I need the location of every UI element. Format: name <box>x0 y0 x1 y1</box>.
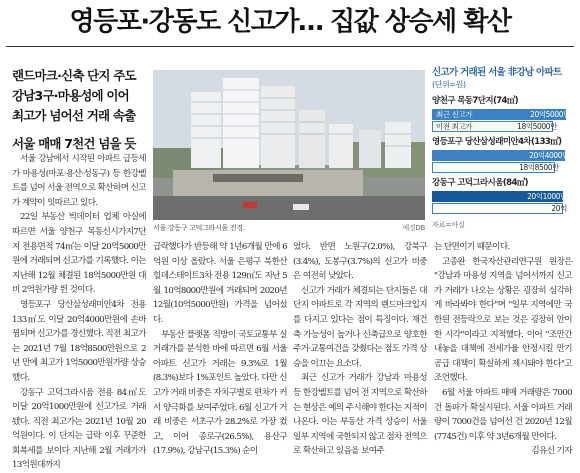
infobox-bar-row <box>432 150 574 161</box>
paragraph: 6월 서울 아파트 매매 거래량은 7000건 돌파가 확실시된다. 서울 아파트 거래량이 7000건을 넘어선 건 2020년 12월(7745건) 이후 약 3년6개월 만이다. <box>434 386 572 444</box>
infobox-bar-row <box>432 203 574 214</box>
apartment-photo <box>153 70 425 220</box>
infobox-item-name: 영등포구 당산삼성래미안4차(133㎡) <box>432 136 574 149</box>
subheads <box>12 66 144 154</box>
infobox-bar-row <box>432 191 574 202</box>
paragraph: 었다. 반면 노원구(2.0%), 강북구(3.4%), 도봉구(3.7%)의 신고가 비중은 여전히 낮았다. <box>293 240 427 284</box>
infobox-bar-label: 최근 신고가 <box>436 109 472 120</box>
infobox-bar-value: 18억8500만 <box>519 162 559 173</box>
paragraph: 22일 부동산 빅데이터 업체 아실에 따르면 서울 양천구 목동신시가지7단지 전용면적 74㎡는 이달 20억5000만원에 거래되며 신고가를 기록했다. 이는 지난해 12월 체결된 18억5000만원 대비 2억원가량 뛴 것이다. <box>12 210 146 298</box>
infobox-bar-value: 20억1000만 <box>527 191 567 202</box>
body-column-4 <box>434 240 572 434</box>
infobox-bar-row <box>432 162 574 173</box>
infobox-bar-value: 18억5000만 <box>517 121 557 132</box>
paragraph: 부동산 플랫폼 직방이 국토교통부 실거래가를 분석한 바에 따르면 6월 서울 아파트 신고가 거래는 9.3%로 1월(8.3%)보다 1%포인트 높았다. 다만 신고가 거래 비중은 자치구별로 편차가 커서 양극화를 보여주었다. 6월 신고가 거래 비중은 서초구가 28.2%로 가장 컸고, 이어 종로구(26.5%), 용산구(17.9%), 강남구(15.3%) 순이 <box>153 328 287 459</box>
infobox-bar-label: 이전 최고가 <box>436 121 472 132</box>
paragraph: 고종완 한국자산관리연구원 원장은 "강남과 마용성 지역을 넘어서까지 신고가 거래가 나오는 상황은 굉장히 심각하게 바라봐야 한다"며 "일부 지역에만 국한된 전등락으로 보는 것은 굉장히 안이한 시각"이라고 지적했다. 이어 "조만간 내놓을 대책에 전세가율 안정시킬 만기 공급 대책이 확실하게 제시돼야 한다"고 조언했다. <box>434 255 572 386</box>
subhead-3: 최고가 넘어선 거래 속출 <box>12 106 144 126</box>
infobox-bar-value: 20억5000만 <box>530 109 570 120</box>
infobox-unit: (단위=원) <box>432 79 574 91</box>
subhead-4: 서울 매매 7천건 넘을 듯 <box>12 134 144 154</box>
subhead-2: 강남3구·마용성에 이어 <box>12 86 144 106</box>
caption-text: 서울 강동구 고덕그라시움 전경. <box>153 224 245 232</box>
headline-rule <box>6 46 574 47</box>
infobox-source: 자료=아실 <box>432 220 574 230</box>
byline: 김유신 기자 <box>434 444 572 459</box>
body-column-3 <box>293 240 427 434</box>
headline: 영등포·강동도 신고가… 집값 상승세 확산 <box>0 0 580 44</box>
paragraph: 강동구 고덕그라시움 전용 84㎡도 이달 20억1000만원에 신고가로 거래됐다. 직전 최고가는 2021년 10월 20억원이다. 이 단지는 급락 이후 꾸준한 회복세를 보이다 지난해 2월 거래가가 13억원대까지 <box>12 386 146 473</box>
paragraph: 급락했다가 반등해 약 1년6개월 만에 6억원 이상 올랐다. 서울 은평구 북한산힐데스테이트3차 전용 129㎡도 지난 5월 10억8000만원에 거래되며 2020년 12월(10억5000만원) 가격을 넘어섰다. <box>153 240 287 328</box>
infobox-item-name: 강동구 고덕그라시움(84㎡) <box>432 177 574 190</box>
body-column-2 <box>153 240 287 434</box>
infobox-items <box>432 95 574 214</box>
price-infobox <box>432 66 574 230</box>
paragraph: 최근 신고가 거래가 강남과 마용성 등 한강벨트를 넘어 전 지역으로 확산하는 현상은 예의 주시해야 한다는 지적이 나온다. 이는 부동산 가격 상승이 서울 일부 지역에 국한되지 않고 점차 전역으로 확산하고 있음을 보여주 <box>293 371 427 459</box>
infobox-bar-value: 20억 <box>551 203 567 214</box>
infobox-bar-row <box>432 109 574 120</box>
subhead-1: 랜드마크·신축 단지 주도 <box>12 66 144 86</box>
infobox-bar-value: 20억4000만 <box>529 150 569 161</box>
paragraph: 신고가 거래가 체결되는 단지들은 대단지 아파트로 각 지역의 랜드마크입지를 다지고 있다는 점이 특징이다. 재건축 가능성이 높거나 신축급으로 양호한 주거·교통여건을 갖췄다는 점도 가격 상승을 이끄는 요소다. <box>293 284 427 372</box>
infobox-item-name: 양천구 목동7단지(74㎡) <box>432 95 574 108</box>
paragraph: 는 단면이기 때문이다. <box>434 240 572 255</box>
photo-caption <box>153 222 425 234</box>
body-column-1 <box>12 152 146 434</box>
photo-credit: 예경DB <box>402 222 425 234</box>
infobox-bar <box>432 203 563 214</box>
infobox-bar-row <box>432 121 574 132</box>
paragraph: 서울 강남에서 시작된 아파트 급등세가 마용성(마포·용산·성동구) 등 한강벨트를 넘어 서울 전역으로 확산하며 신고가 계약이 잇따르고 있다. <box>12 152 146 210</box>
paragraph: 영등포구 당산삼성래미안4차 전용 133㎡도 이달 20억4000만원에 손바뀜되며 신고가를 경신했다. 직전 최고가는 2021년 7월 18억8500만원으로 2년 만에 최고가 1억5000만원가량 상승했다. <box>12 298 146 386</box>
infobox-title: 신고가 거래된 서울 非강남 아파트 <box>432 66 574 79</box>
